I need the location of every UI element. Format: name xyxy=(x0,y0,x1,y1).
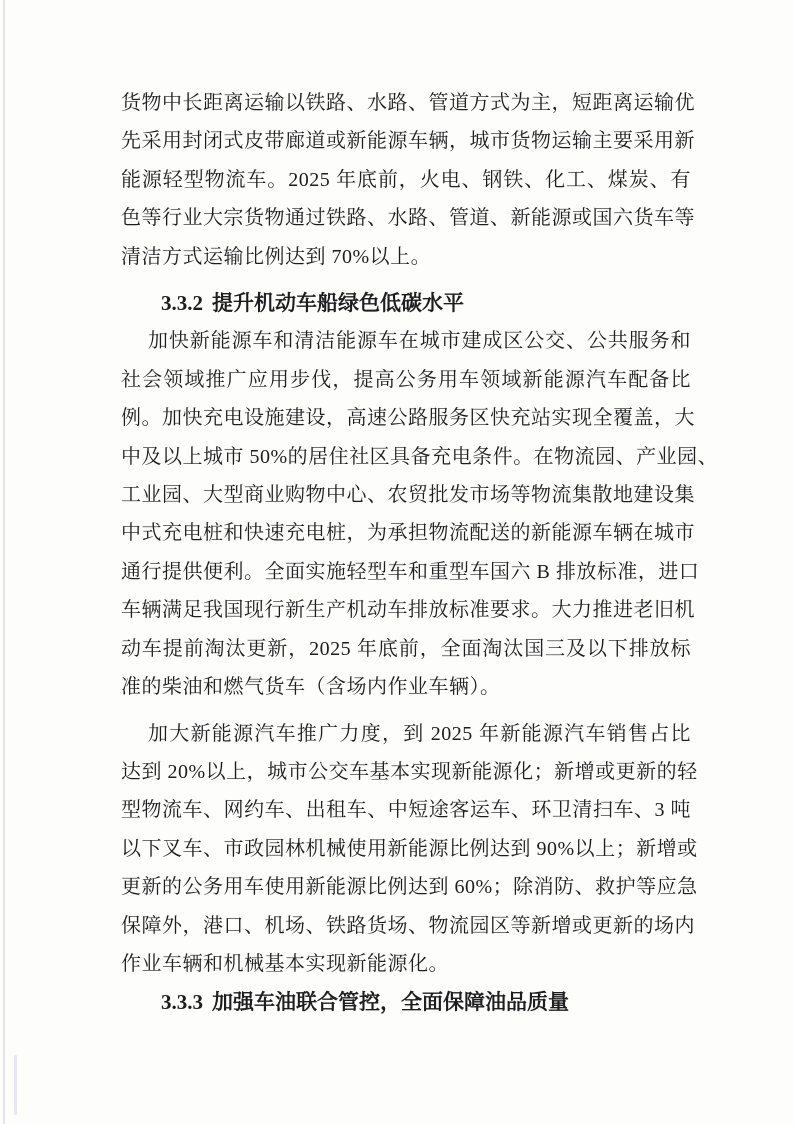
scan-edge-shadow xyxy=(3,0,5,1124)
text-line: 车辆满足我国现行新生产机动车排放标准要求。大力推进老旧机 xyxy=(121,599,695,622)
section-heading-3-3-3 xyxy=(121,983,691,1021)
text-line: 能源轻型物流车。2025 年底前，火电、钢铁、化工、煤炭、有 xyxy=(121,168,691,191)
text-line: 货物中长距离运输以铁路、水路、管道方式为主，短距离运输优 xyxy=(121,92,695,114)
text-line: 色等行业大宗货物通过铁路、水路、管道、新能源或国六货车等 xyxy=(121,207,695,230)
text-line: 清洁方式运输比例达到 70%以上。 xyxy=(121,245,432,268)
text-line: 通行提供便利。全面实施轻型车和重型车国六 B 排放标准，进口 xyxy=(121,560,700,583)
text-line: 保障外，港口、机场、铁路货场、物流园区等新增或更新的场内 xyxy=(121,914,695,937)
text-line: 例。加快充电设施建设，高速公路服务区快充站实现全覆盖，大 xyxy=(121,407,695,430)
text-line: 中及以上城市 50%的居住社区具备充电条件。在物流园、产业园、 xyxy=(121,445,719,468)
text-line: 加大新能源汽车推广力度，到 2025 年新能源汽车销售占比 xyxy=(148,722,691,745)
section-title: 加强车油联合管控，全面保障油品质量 xyxy=(212,990,569,1015)
paragraph-nev-promotion xyxy=(121,715,698,984)
document-content xyxy=(121,84,719,1022)
paragraph-vehicle-green-lowcarbon xyxy=(121,322,719,706)
text-line: 社会领域推广应用步伐，提高公务用车领域新能源汽车配备比 xyxy=(121,368,691,391)
paragraph-freight-transport xyxy=(121,84,695,276)
scan-smudge-mark xyxy=(14,1055,17,1115)
text-line: 工业园、大型商业购物中心、农贸批发市场等物流集散地建设集 xyxy=(121,484,695,507)
text-line: 动车提前淘汰更新，2025 年底前，全面淘汰国三及以下排放标 xyxy=(121,637,691,660)
text-line: 达到 20%以上，城市公交车基本实现新能源化；新增或更新的轻 xyxy=(121,760,698,783)
section-number: 3.3.3 xyxy=(161,990,203,1015)
text-line: 中式充电桩和快速充电桩，为承担物流配送的新能源车辆在城市 xyxy=(121,522,695,545)
section-title: 提升机动车船绿色低碳水平 xyxy=(212,291,464,316)
section-number: 3.3.2 xyxy=(161,291,203,316)
text-line: 加快新能源车和清洁能源车在城市建成区公交、公共服务和 xyxy=(148,330,691,353)
text-line: 先采用封闭式皮带廊道或新能源车辆，城市货物运输主要采用新 xyxy=(121,130,695,153)
text-line: 型物流车、网约车、出租车、中短途客运车、环卫清扫车、3 吨 xyxy=(121,799,691,822)
text-line: 作业车辆和机械基本实现新能源化。 xyxy=(121,952,449,975)
text-line: 更新的公务用车使用新能源比例达到 60%；除消防、救护等应急 xyxy=(121,876,698,899)
text-line: 准的柴油和燃气货车（含场内作业车辆）。 xyxy=(121,676,501,699)
text-line: 以下叉车、市政园林机械使用新能源比例达到 90%以上；新增或 xyxy=(121,837,698,860)
section-heading-3-3-2 xyxy=(121,284,691,322)
